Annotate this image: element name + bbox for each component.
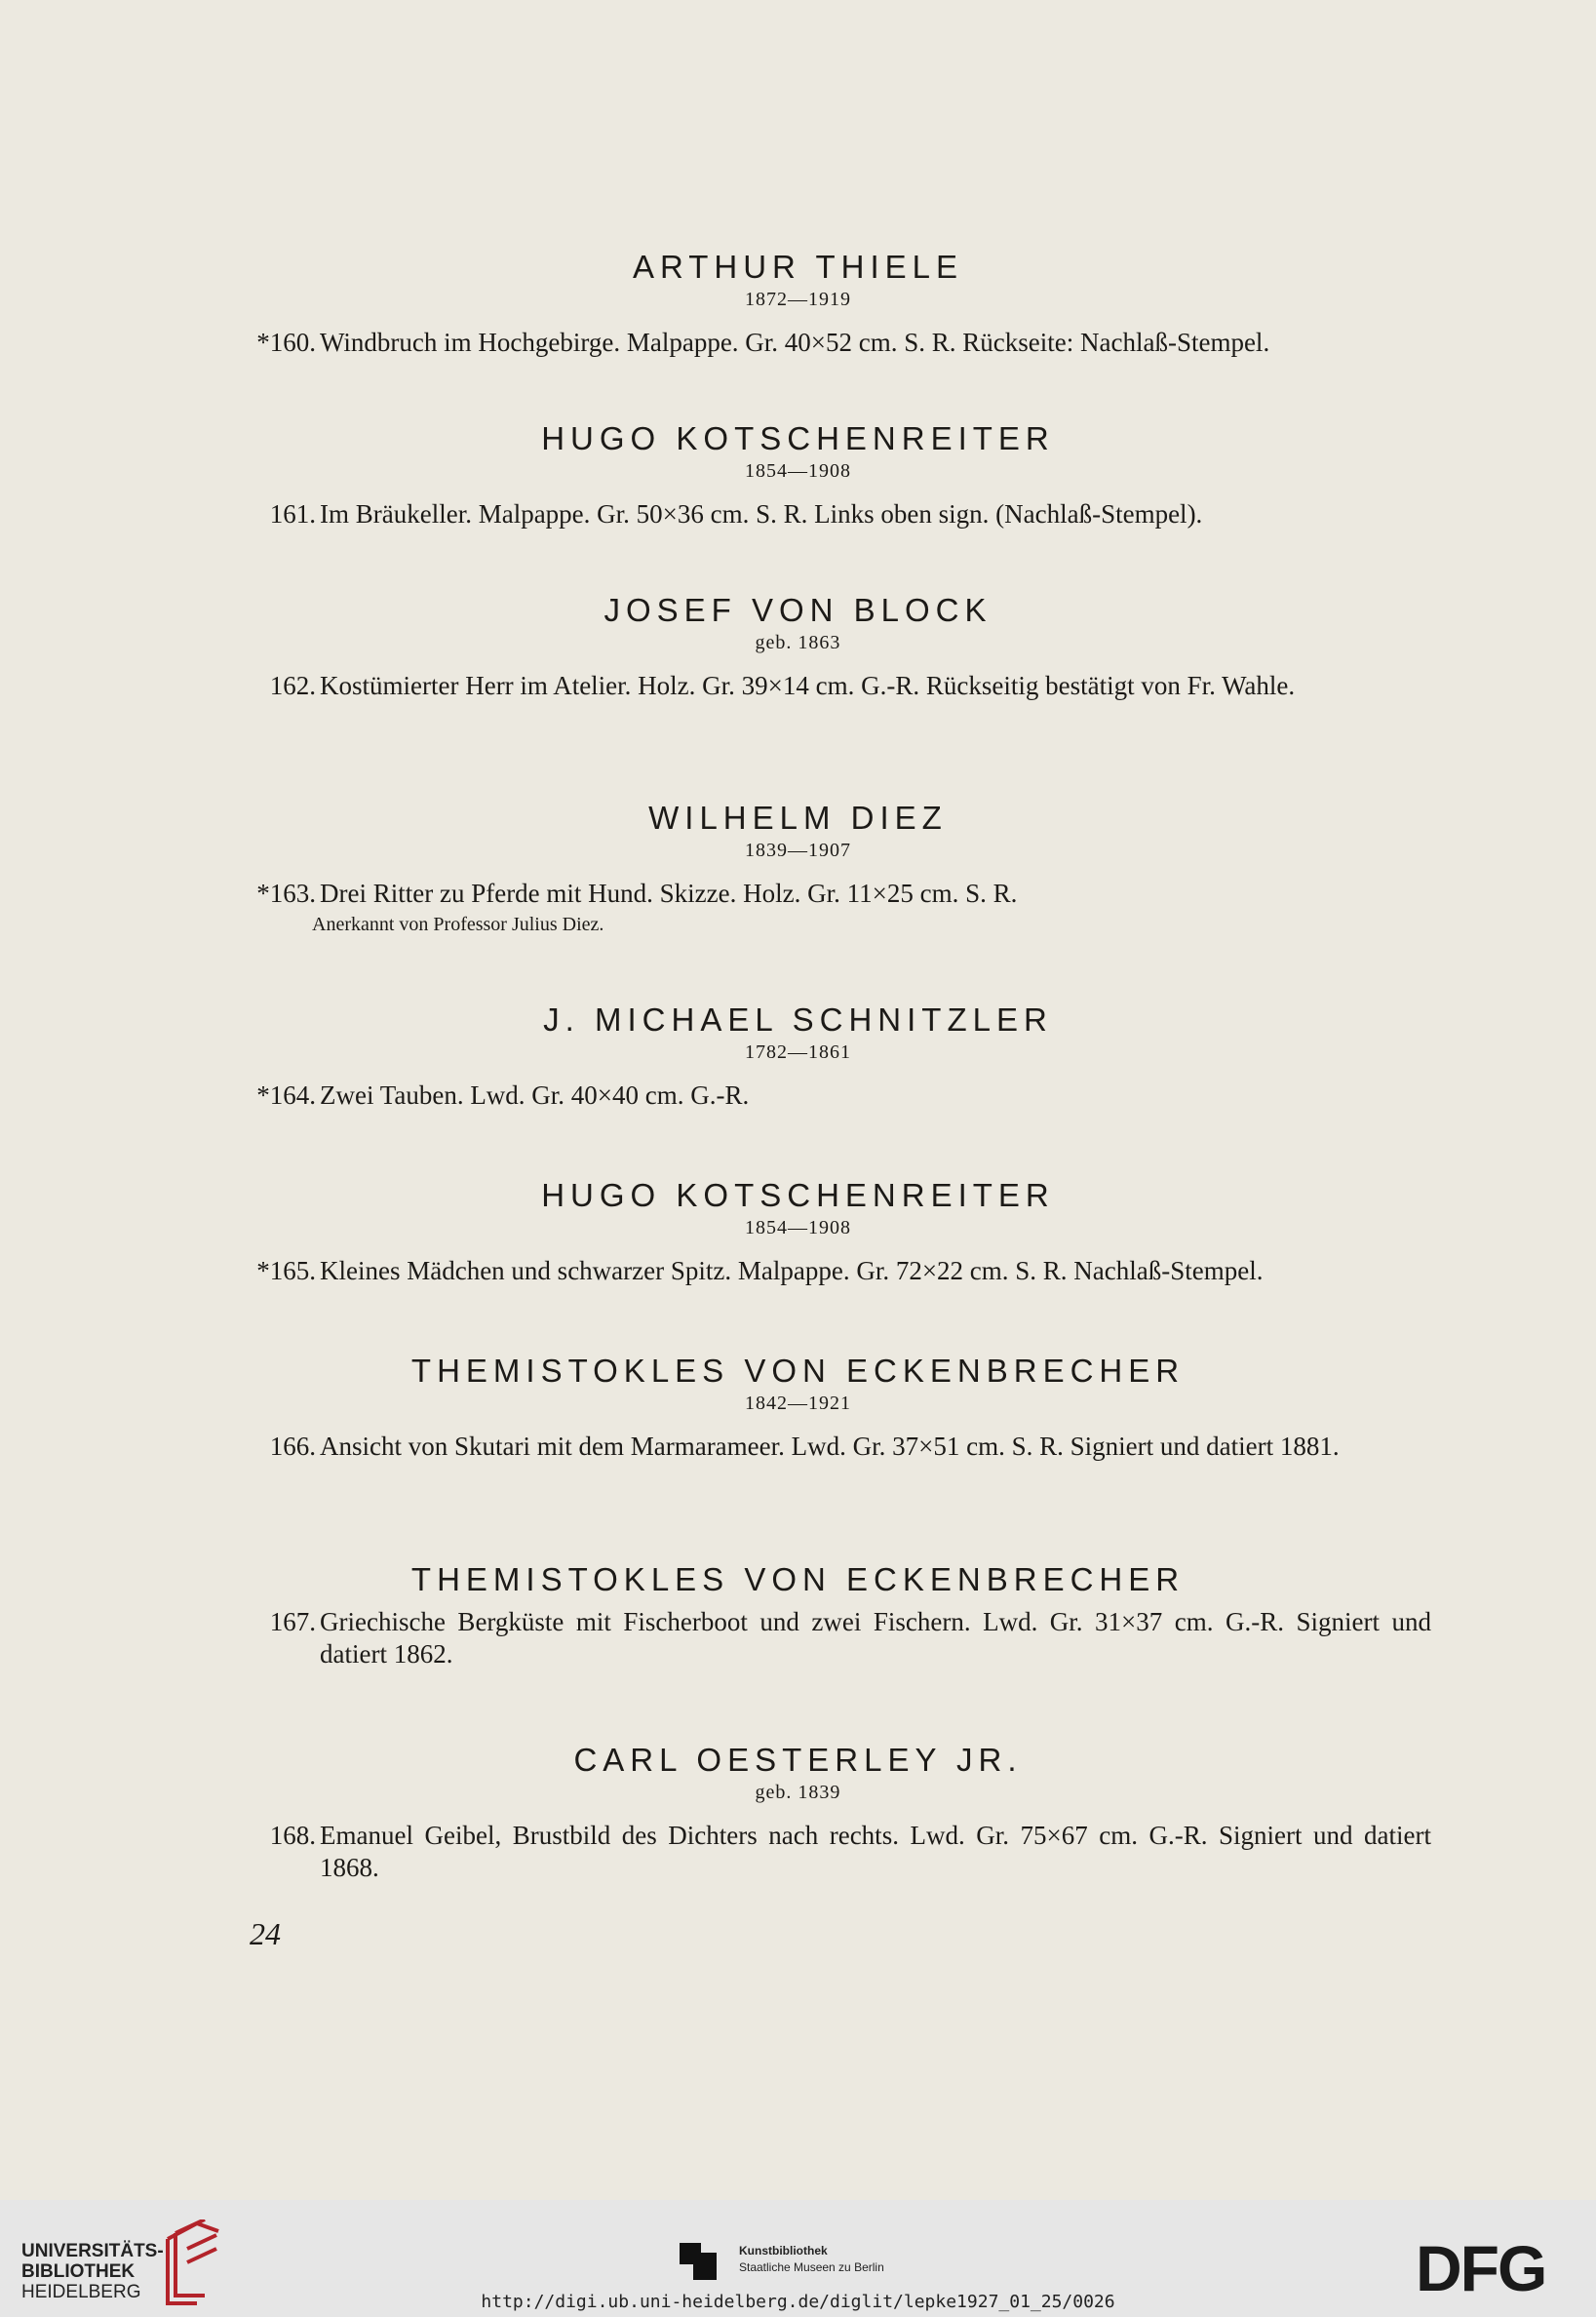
lot-entry [256, 878, 1431, 910]
lot-number: 168. [269, 1821, 316, 1850]
lot-description: Windbruch im Hochgebirge. Malpappe. Gr. 40×52 cm. S. R. Rückseite: Nachlaß-Stempel. [320, 328, 1270, 357]
section-themistokles-von-eckenbrecher-2 [0, 1561, 1596, 1670]
artist-dates: geb. 1839 [755, 1782, 841, 1803]
artist-dates: 1842—1921 [745, 1393, 851, 1414]
artist-dates: 1839—1907 [745, 840, 851, 861]
lot-number: *165. [256, 1256, 316, 1285]
section-arthur-thiele [0, 249, 1596, 359]
lot-entry [269, 1820, 1431, 1884]
kunstbibliothek-text [739, 2243, 884, 2276]
kb-line-2: Staatliche Museen zu Berlin [739, 2260, 884, 2274]
artist-dates: geb. 1863 [755, 632, 841, 653]
lot-number: 161. [269, 499, 316, 529]
lot-entry [256, 1080, 1431, 1112]
lot-description: Ansicht von Skutari mit dem Marmarameer. Lwd. Gr. 37×51 cm. S. R. Signiert und datiert 1881. [320, 1432, 1340, 1461]
source-url[interactable]: http://digi.ub.uni-heidelberg.de/diglit/lepke1927_01_25/0026 [481, 2292, 1115, 2312]
artist-name: THEMISTOKLES VON ECKENBRECHER [410, 1561, 1186, 1597]
lot-number: *164. [256, 1080, 316, 1110]
artist-name: HUGO KOTSCHENREITER [541, 420, 1055, 456]
artist-name: CARL OESTERLEY JR. [573, 1742, 1023, 1778]
lot-description: Kostümierter Herr im Atelier. Holz. Gr. 39×14 cm. G.-R. Rückseitig bestätigt von Fr. Wahle. [320, 671, 1296, 700]
lot-description: Im Bräukeller. Malpappe. Gr. 50×36 cm. S. R. Links oben sign. (Nachlaß-Stempel). [320, 499, 1203, 529]
artist-name: HUGO KOTSCHENREITER [541, 1177, 1055, 1213]
artist-dates: 1854—1908 [745, 1217, 851, 1238]
lot-number: 167. [269, 1607, 316, 1636]
lot-number: 166. [269, 1432, 316, 1461]
lot-description: Zwei Tauben. Lwd. Gr. 40×40 cm. G.-R. [320, 1080, 750, 1110]
page-number: 24 [250, 1916, 281, 1951]
lot-description: Kleines Mädchen und schwarzer Spitz. Malpappe. Gr. 72×22 cm. S. R. Nachlaß-Stempel. [320, 1256, 1264, 1285]
lot-description: Drei Ritter zu Pferde mit Hund. Skizze. Holz. Gr. 11×25 cm. S. R. [320, 879, 1018, 908]
section-wilhelm-diez [0, 800, 1596, 937]
artist-name: JOSEF VON BLOCK [603, 592, 993, 628]
lot-number: 162. [269, 671, 316, 700]
lot-number: *160. [256, 328, 316, 357]
artist-name: THEMISTOKLES VON ECKENBRECHER [410, 1353, 1186, 1389]
lot-description: Griechische Bergküste mit Fischerboot und zwei Fischern. Lwd. Gr. 31×37 cm. G.-R. Signiert und datiert 1862. [320, 1607, 1431, 1669]
kunstbibliothek-logo-icon [680, 2243, 717, 2280]
section-hugo-kotschenreiter-1 [0, 420, 1596, 530]
section-hugo-kotschenreiter-2 [0, 1177, 1596, 1287]
artist-dates: 1854—1908 [745, 460, 851, 482]
artist-dates: 1872—1919 [745, 289, 851, 310]
ub-line-3: HEIDELBERG [21, 2282, 141, 2302]
kb-line-1: Kunstbibliothek [739, 2244, 828, 2258]
lot-entry [269, 670, 1431, 702]
dfg-logo: DFG [1416, 2232, 1546, 2304]
ub-line-1: UNIVERSITÄTS- [21, 2241, 164, 2261]
ub-line-2: BIBLIOTHEK [21, 2261, 136, 2282]
section-carl-oesterley-jr [0, 1742, 1596, 1884]
artist-name: J. MICHAEL SCHNITZLER [543, 1001, 1053, 1038]
lot-entry [269, 1606, 1431, 1670]
section-josef-von-block [0, 592, 1596, 702]
lot-entry [269, 1431, 1431, 1463]
lot-number: *163. [256, 879, 316, 908]
artist-name: WILHELM DIEZ [648, 800, 948, 836]
section-themistokles-von-eckenbrecher-1 [0, 1353, 1596, 1463]
lot-entry [256, 327, 1431, 359]
lot-note: Anerkannt von Professor Julius Diez. [312, 914, 604, 935]
lot-entry [269, 498, 1431, 530]
artist-dates: 1782—1861 [745, 1041, 851, 1063]
section-j-michael-schnitzler [0, 1001, 1596, 1112]
artist-name: ARTHUR THIELE [632, 249, 963, 285]
lot-description: Emanuel Geibel, Brustbild des Dichters nach rechts. Lwd. Gr. 75×67 cm. G.-R. Signiert und datiert 1868. [320, 1821, 1431, 1882]
lot-entry [256, 1255, 1431, 1287]
footer-bar [0, 2200, 1596, 2317]
